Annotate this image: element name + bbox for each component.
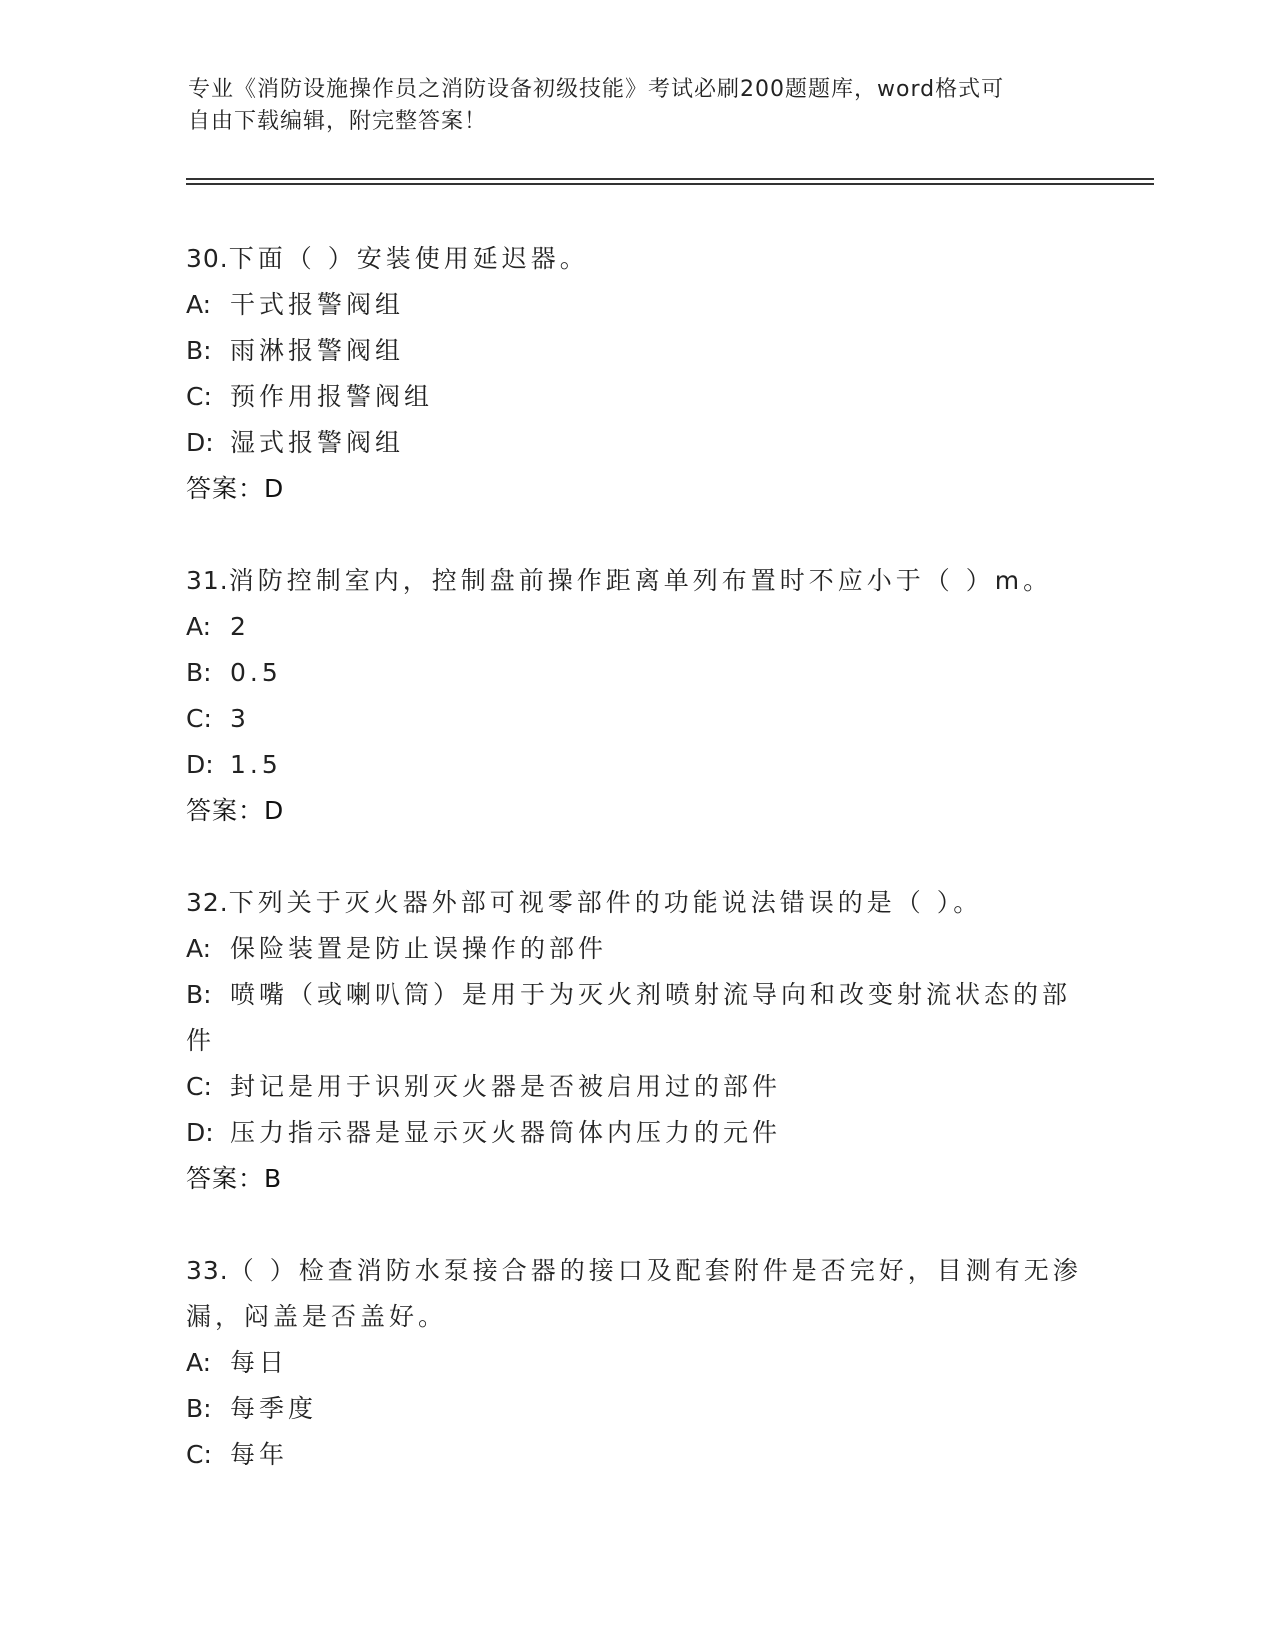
option-label: C: [186,704,212,733]
question-number: 33. [186,1256,229,1285]
option-text: 保险装置是防止误操作的部件 [230,934,608,963]
option-d [186,420,1086,466]
option-text: 压力指示器是显示灭火器筒体内压力的元件 [230,1118,782,1147]
question-title [186,236,1086,282]
option-b [186,1386,1086,1432]
option-label: A: [186,290,212,319]
option-label: D: [186,428,214,457]
question-32 [186,880,1086,1202]
option-label: C: [186,1072,212,1101]
answer-line: 答案：B [186,1164,283,1193]
option-d [186,742,1086,788]
question-text: 消防控制室内，控制盘前操作距离单列布置时不应小于（ ）m。 [228,566,1053,595]
answer-line: 答案：D [186,474,285,503]
option-text: 3 [230,704,250,733]
option-a [186,282,1086,328]
option-c [186,1432,1086,1478]
option-d [186,1110,1086,1156]
question-title [186,880,1086,926]
option-c [186,1064,1086,1110]
option-text: 预作用报警阀组 [230,382,434,411]
option-label: B: [186,980,212,1009]
question-text: （ ）检查消防水泵接合器的接口及配套附件是否完好，目测有无渗漏，闷盖是否盖好。 [186,1256,1082,1331]
option-text: 喷嘴（或喇叭筒）是用于为灭火剂喷射流导向和改变射流状态的部件 [186,980,1072,1055]
option-label: C: [186,382,212,411]
question-list [186,236,1086,1524]
answer-line: 答案：D [186,796,285,825]
option-text: 2 [230,612,250,641]
option-text: 封记是用于识别灭火器是否被启用过的部件 [230,1072,782,1101]
option-label: D: [186,1118,214,1147]
option-label: B: [186,658,212,687]
option-c [186,374,1086,420]
header-divider-bottom [186,183,1154,185]
question-number: 31. [186,566,229,595]
option-label: D: [186,750,214,779]
question-30 [186,236,1086,512]
option-text: 湿式报警阀组 [230,428,405,457]
option-a [186,1340,1086,1386]
option-a [186,926,1086,972]
option-label: A: [186,612,212,641]
option-text: 1.5 [230,750,282,779]
question-title [186,1248,1086,1340]
option-text: 0.5 [230,658,282,687]
option-c [186,696,1086,742]
question-text: 下列关于灭火器外部可视零部件的功能说法错误的是（ ）。 [228,888,983,917]
question-number: 32. [186,888,229,917]
option-label: C: [186,1440,212,1469]
option-label: A: [186,1348,212,1377]
document-header [188,74,1068,138]
option-b [186,650,1086,696]
option-label: B: [186,1394,212,1423]
option-b [186,972,1086,1064]
option-text: 每季度 [230,1394,318,1423]
option-label: B: [186,336,212,365]
question-33 [186,1248,1086,1478]
option-label: A: [186,934,212,963]
option-b [186,328,1086,374]
header-line-2: 自由下载编辑，附完整答案！ [188,109,488,134]
option-text: 雨淋报警阀组 [230,336,405,365]
option-text: 每日 [230,1348,289,1377]
header-line-1: 专业《消防设施操作员之消防设备初级技能》考试必刷200题题库，word格式可 [188,77,1005,102]
question-title [186,558,1086,604]
question-text: 下面（ ）安装使用延迟器。 [228,244,589,273]
option-text: 每年 [230,1440,289,1469]
question-number: 30. [186,244,229,273]
question-31 [186,558,1086,834]
option-a [186,604,1086,650]
option-text: 干式报警阀组 [230,290,405,319]
header-divider-top [186,178,1154,180]
